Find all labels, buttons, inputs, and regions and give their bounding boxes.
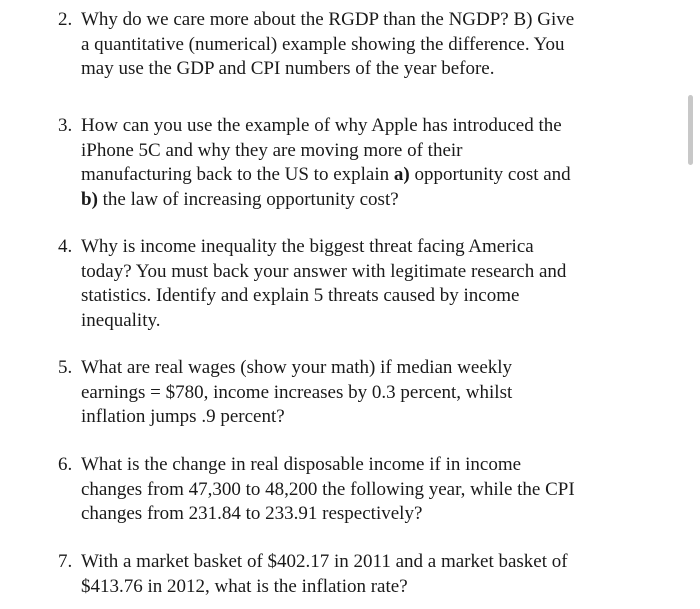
question-text-line: statistics. Identify and explain 5 threats caused by income: [81, 285, 520, 306]
question-text-line: iPhone 5C and why they are moving more of their: [81, 139, 463, 161]
question-text-line: changes from 231.84 to 233.91 respectively?: [81, 503, 423, 524]
question-number: 6.: [58, 454, 73, 475]
vertical-scrollbar[interactable]: [688, 95, 693, 165]
question-text-line: today? You must back your answer with legitimate research and: [81, 260, 567, 282]
question-text-line: inflation jumps .9 percent?: [81, 406, 285, 427]
question-number: 7.: [58, 551, 73, 572]
question-number: 5.: [58, 357, 73, 378]
question-text-segment: manufacturing back to the US to explain: [81, 164, 394, 185]
question-text-line: What are real wages (show your math) if median weekly: [81, 357, 513, 378]
question-text-line: [81, 163, 571, 188]
question-text-line: $413.76 in 2012, what is the inflation rate?: [81, 575, 408, 597]
question-number: 3.: [58, 115, 73, 136]
question-text-line: Why do we care more about the RGDP than the NGDP? B) Give: [81, 9, 575, 30]
question-text-line: How can you use the example of why Apple has introduced the: [81, 115, 562, 136]
question-text-line: a quantitative (numerical) example showing the difference. You: [81, 33, 565, 55]
question-number: 2.: [58, 9, 73, 30]
question-text-line: changes from 47,300 to 48,200 the following year, while the CPI: [81, 478, 575, 500]
question-text-line: [81, 188, 399, 213]
part-a-label: a): [393, 164, 410, 185]
question-text-line: may use the GDP and CPI numbers of the year before.: [81, 58, 495, 79]
question-text-line: Why is income inequality the biggest threat facing America: [81, 236, 534, 257]
question-text-line: inequality.: [81, 309, 161, 331]
part-b-label: b): [81, 188, 98, 210]
question-text-segment: opportunity cost and: [409, 164, 571, 185]
question-text-line: With a market basket of $402.17 in 2011 and a market basket of: [81, 551, 568, 572]
question-text-line: What is the change in real disposable income if in income: [81, 454, 522, 475]
question-text-segment: the law of increasing opportunity cost?: [102, 188, 399, 210]
question-number: 4.: [58, 236, 73, 257]
question-text-line: earnings = $780, income increases by 0.3 percent, whilst: [81, 381, 513, 403]
